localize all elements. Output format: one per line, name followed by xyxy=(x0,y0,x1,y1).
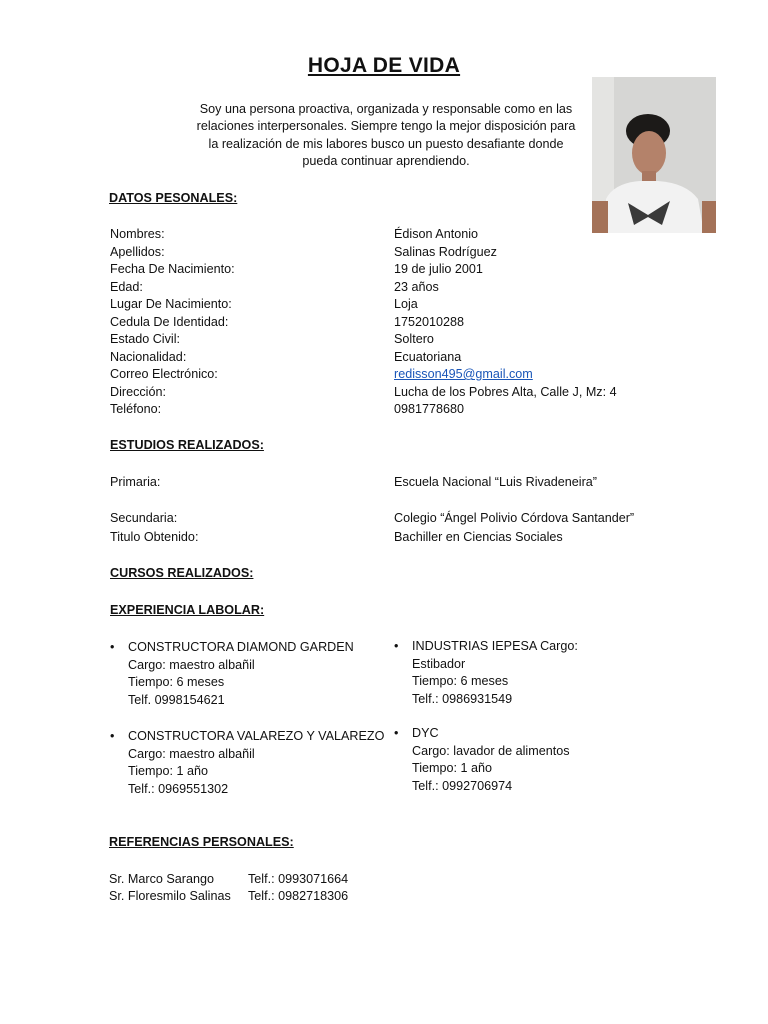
value-lugar-nacimiento: Loja xyxy=(394,297,418,311)
bullet: • xyxy=(110,640,115,654)
job-duration: Tiempo: 6 meses xyxy=(128,675,225,689)
job-text xyxy=(412,725,570,795)
label-correo: Correo Electrónico: xyxy=(110,367,218,381)
value-cedula: 1752010288 xyxy=(394,314,465,329)
value-edad: 23 años xyxy=(394,279,439,294)
value-primaria: Escuela Nacional “Luis Rivadeneira” xyxy=(394,475,598,489)
job-duration: Tiempo: 6 meses xyxy=(412,674,509,688)
label-nacionalidad: Nacionalidad: xyxy=(110,349,187,364)
label-apellidos: Apellidos: xyxy=(110,244,165,259)
job-item xyxy=(394,638,654,710)
reference-name: Sr. Floresmilo Salinas xyxy=(109,889,231,903)
value-nombres: Édison Antonio xyxy=(394,227,479,241)
label-cedula: Cedula De Identidad: xyxy=(110,314,229,329)
job-item xyxy=(110,728,390,800)
bullet: • xyxy=(110,729,115,743)
value-secundaria: Colegio “Ángel Polivio Córdova Santander” xyxy=(394,511,635,525)
reference-phone: Telf.: 0993071664 xyxy=(248,872,349,886)
label-titulo: Titulo Obtenido: xyxy=(110,530,199,544)
section-heading-personal: DATOS PESONALES: xyxy=(109,191,238,205)
section-heading-references: REFERENCIAS PERSONALES: xyxy=(109,835,294,849)
value-estado-civil: Soltero xyxy=(394,332,434,346)
job-role: Cargo: maestro albañil xyxy=(128,746,255,761)
profile-photo xyxy=(592,77,716,233)
job-duration: Tiempo: 1 año xyxy=(128,764,209,778)
value-telefono: 0981778680 xyxy=(394,402,465,416)
bullet: • xyxy=(394,726,399,740)
job-phone: Telf. 0998154621 xyxy=(128,692,225,707)
label-telefono: Teléfono: xyxy=(110,402,162,416)
job-text xyxy=(128,728,384,798)
job-duration: Tiempo: 1 año xyxy=(412,761,493,775)
job-phone: Telf.: 0986931549 xyxy=(412,691,513,706)
page-title: HOJA DE VIDA xyxy=(307,54,461,77)
job-company: CONSTRUCTORA DIAMOND GARDEN xyxy=(128,640,354,654)
job-item xyxy=(110,639,390,711)
profile-summary: Soy una persona proactiva, organizada y responsable como en las relaciones interpersonales. Siempre tengo la mejor disposición para la realización de mis labores busco un puesto desafiante donde pueda continuar aprendiendo. xyxy=(196,102,576,169)
section-heading-studies: ESTUDIOS REALIZADOS: xyxy=(110,438,264,452)
value-apellidos: Salinas Rodríguez xyxy=(394,244,497,259)
reference-name: Sr. Marco Sarango xyxy=(109,872,214,886)
email-link[interactable]: redisson495@gmail.com xyxy=(394,367,533,381)
label-secundaria: Secundaria: xyxy=(110,511,178,525)
job-phone: Telf.: 0992706974 xyxy=(412,778,513,793)
value-nacionalidad: Ecuatoriana xyxy=(394,349,462,364)
reference-phone: Telf.: 0982718306 xyxy=(248,889,349,903)
label-estado-civil: Estado Civil: xyxy=(110,332,180,346)
job-role: Estibador xyxy=(412,656,466,671)
job-text xyxy=(128,639,354,709)
label-fecha-nacimiento: Fecha De Nacimiento: xyxy=(110,262,235,276)
label-edad: Edad: xyxy=(110,279,143,294)
job-role: Cargo: maestro albañil xyxy=(128,657,255,672)
job-company: DYC xyxy=(412,726,439,740)
job-text xyxy=(412,638,578,708)
job-role: Cargo: lavador de alimentos xyxy=(412,743,570,758)
value-direccion: Lucha de los Pobres Alta, Calle J, Mz: 4 xyxy=(394,384,617,399)
job-item xyxy=(394,725,654,797)
job-company: CONSTRUCTORA VALAREZO Y VALAREZO xyxy=(128,729,385,743)
label-lugar-nacimiento: Lugar De Nacimiento: xyxy=(110,297,232,311)
label-primaria: Primaria: xyxy=(110,475,161,489)
section-heading-experience: EXPERIENCIA LABOLAR: xyxy=(110,603,265,617)
value-fecha-nacimiento: 19 de julio 2001 xyxy=(394,262,483,276)
job-company: INDUSTRIAS IEPESA Cargo: xyxy=(412,639,578,653)
section-heading-courses: CURSOS REALIZADOS: xyxy=(110,566,254,580)
job-phone: Telf.: 0969551302 xyxy=(128,781,229,796)
label-direccion: Dirección: xyxy=(110,384,166,399)
label-nombres: Nombres: xyxy=(110,227,165,241)
value-titulo: Bachiller en Ciencias Sociales xyxy=(394,530,563,544)
bullet: • xyxy=(394,639,399,653)
